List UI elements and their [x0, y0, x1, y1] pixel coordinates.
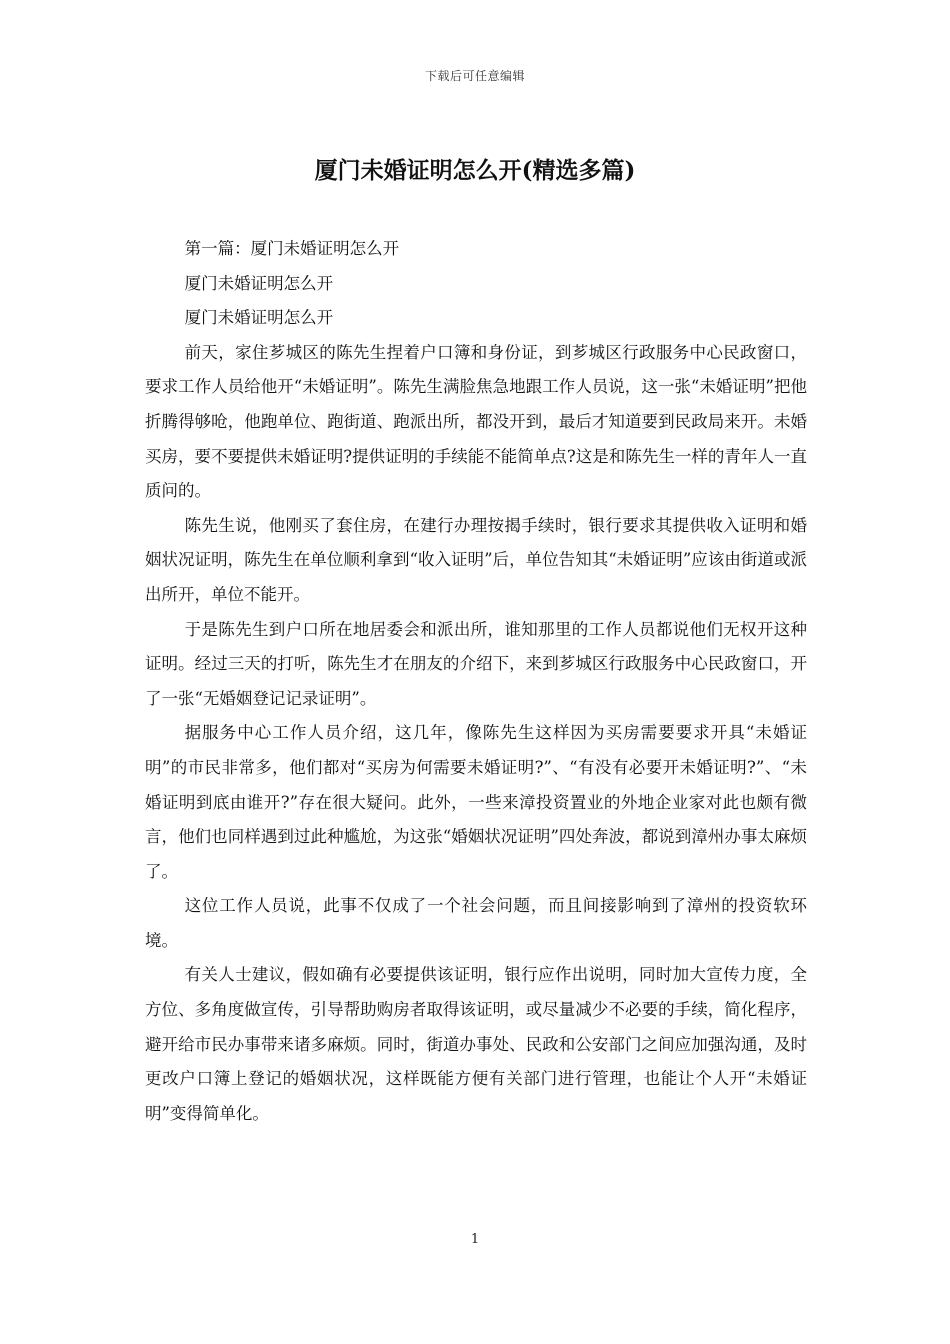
- paragraph: 有关人士建议，假如确有必要提供该证明，银行应作出说明，同时加大宣传力度，全方位、多角度做宣传，引导帮助购房者取得该证明，或尽量减少不必要的手续，简化程序，避开给市民办事带来诸多麻烦。同时，街道办事处、民政和公安部门之间应加强沟通，及时更改户口簿上登记的婚姻状况，这样既能方便有关部门进行管理，也能让个人开“未婚证明”变得简单化。: [145, 965, 807, 1123]
- page-number: 1: [470, 1232, 480, 1247]
- paragraph-subtitle-repeat: 厦门未婚证明怎么开: [184, 308, 334, 328]
- paragraph: 据服务中心工作人员介绍，这几年，像陈先生这样因为买房需要要求开具“未婚证明”的市民非常多，他们都对“买房为何需要未婚证明?”、“有没有必要开未婚证明?”、“未婚证明到底由谁开?”存在很大疑问。此外，一些来漳投资置业的外地企业家对此也颇有微言，他们也同样遇到过此种尴尬，为这张“婚姻状况证明”四处奔波，都说到漳州办事太麻烦了。: [145, 723, 807, 881]
- paragraph: 前天，家住芗城区的陈先生捏着户口簿和身份证，到芗城区行政服务中心民政窗口，要求工作人员给他开“未婚证明”。陈先生满脸焦急地跟工作人员说，这一张“未婚证明”把他折腾得够呛，他跑单位、跑街道、跑派出所，都没开到，最后才知道要到民政局来开。未婚买房，要不要提供未婚证明?提供证明的手续能不能简单点?这是和陈先生一样的青年人一直质问的。: [145, 342, 807, 501]
- paragraph: 这位工作人员说，此事不仅成了一个社会问题，而且间接影响到了漳州的投资软环境。: [145, 896, 807, 950]
- document-body: [145, 232, 807, 1131]
- paragraph-subtitle: 厦门未婚证明怎么开: [184, 273, 334, 293]
- document-title: 厦门未婚证明怎么开(精选多篇): [314, 157, 636, 184]
- paragraph-section-heading: 第一篇：厦门未婚证明怎么开: [184, 239, 400, 258]
- header-note: 下载后可任意编辑: [424, 69, 525, 83]
- paragraph: 于是陈先生到户口所在地居委会和派出所，谁知那里的工作人员都说他们无权开这种证明。经过三天的打听，陈先生才在朋友的介绍下，来到芗城区行政服务中心民政窗口，开了一张“无婚姻登记记录证明”。: [145, 619, 807, 708]
- paragraph: 陈先生说，他刚买了套住房，在建行办理按揭手续时，银行要求其提供收入证明和婚姻状况证明，陈先生在单位顺利拿到“收入证明”后，单位告知其“未婚证明”应该由街道或派出所开，单位不能开。: [145, 515, 807, 604]
